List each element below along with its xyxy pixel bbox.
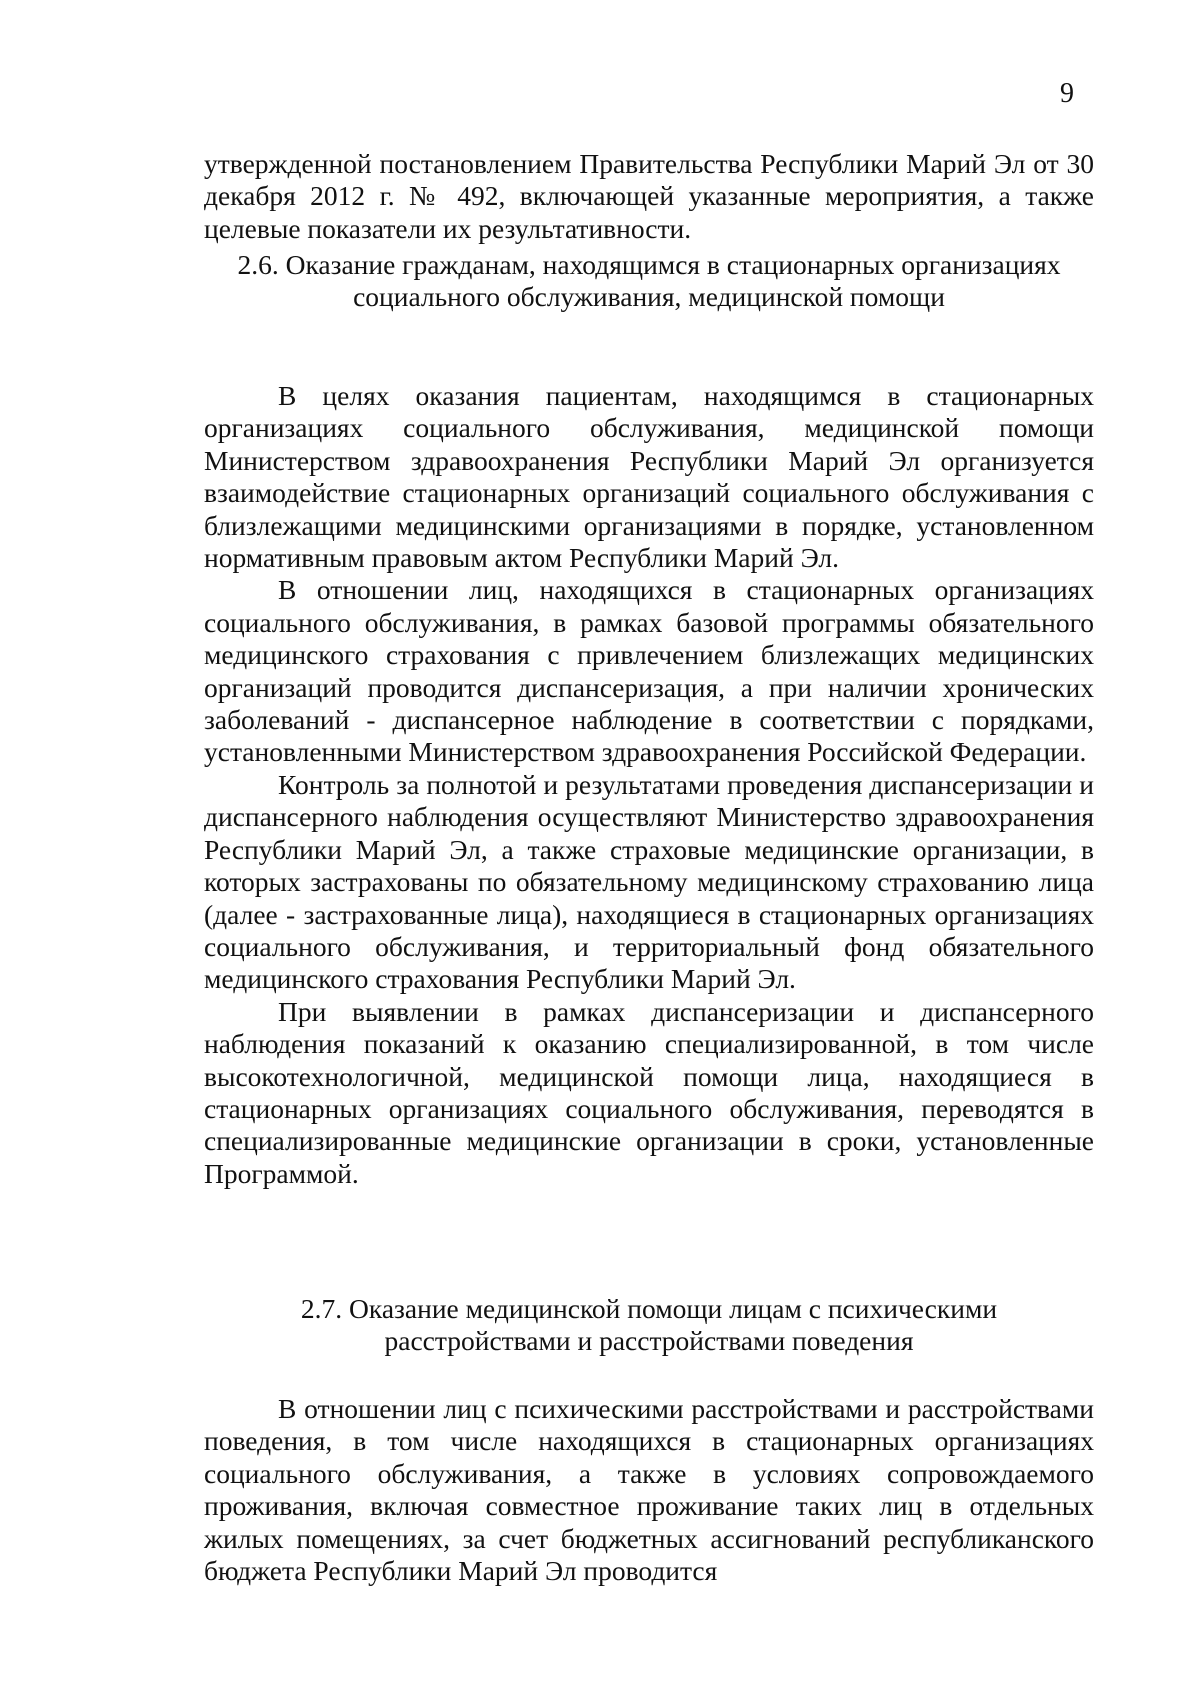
section-2-6-paragraph-3: Контроль за полнотой и результатами проведения диспансеризации и диспансерного наблюдения осуществляют Министерство здравоохранения Республики Марий Эл, а также страховые медицинские организации, в которых застрахованы по обязательному медицинскому страхованию лица (далее - застрахованные лица), находящиеся в стационарных организациях социального обслуживания, и территориальный фонд обязательного медицинского страхования Республики Марий Эл. — [204, 768, 1094, 995]
section-2-6-heading-line1: 2.6. Оказание гражданам, находящимся в стационарных организациях — [237, 249, 1061, 280]
section-2-7-heading-line1: 2.7. Оказание медицинской помощи лицам с психическими — [300, 1293, 998, 1324]
section-2-7-heading-line2: расстройствами и расстройствами поведения — [384, 1325, 914, 1357]
intro-paragraph-block — [204, 148, 1094, 245]
section-2-7-paragraph-1: В отношении лиц с психическими расстройствами и расстройствами поведения, в том числе находящихся в стационарных организациях социального обслуживания, а также в условиях сопровождаемого проживания, включая совместное проживание таких лиц в отдельных жилых помещениях, за счет бюджетных ассигнований республиканского бюджета Республики Марий Эл проводится — [204, 1393, 1094, 1587]
section-2-6-heading-line2: социального обслуживания, медицинской помощи — [353, 281, 945, 313]
section-2-6-heading — [204, 249, 1094, 314]
section-2-6-paragraph-4: При выявлении в рамках диспансеризации и диспансерного наблюдения показаний к оказанию специализированной, в том числе высокотехнологичной, медицинской помощи лица, находящиеся в стационарных организациях социального обслуживания, переводятся в специализированные медицинские организации в сроки, установленные Программой. — [204, 995, 1094, 1189]
section-2-7-body — [204, 1393, 1094, 1587]
section-2-7-heading — [204, 1293, 1094, 1358]
page-number: 9 — [1060, 78, 1074, 109]
section-2-6-body — [204, 380, 1094, 1190]
section-2-6-paragraph-1: В целях оказания пациентам, находящимся в стационарных организациях социального обслуживания, медицинской помощи Министерством здравоохранения Республики Марий Эл организуется взаимодействие стационарных организаций социального обслуживания с близлежащими медицинскими организациями в порядке, установленном нормативным правовым актом Республики Марий Эл. — [204, 380, 1094, 574]
section-2-6-paragraph-2: В отношении лиц, находящихся в стационарных организациях социального обслуживания, в рамках базовой программы обязательного медицинского страхования с привлечением близлежащих медицинских организаций проводится диспансеризация, а при наличии хронических заболеваний - диспансерное наблюдение в соответствии с порядками, установленными Министерством здравоохранения Российской Федерации. — [204, 574, 1094, 768]
intro-paragraph: утвержденной постановлением Правительства Республики Марий Эл от 30 декабря 2012 г. № 492, включающей указанные мероприятия, а также целевые показатели их результативности. — [204, 148, 1094, 244]
